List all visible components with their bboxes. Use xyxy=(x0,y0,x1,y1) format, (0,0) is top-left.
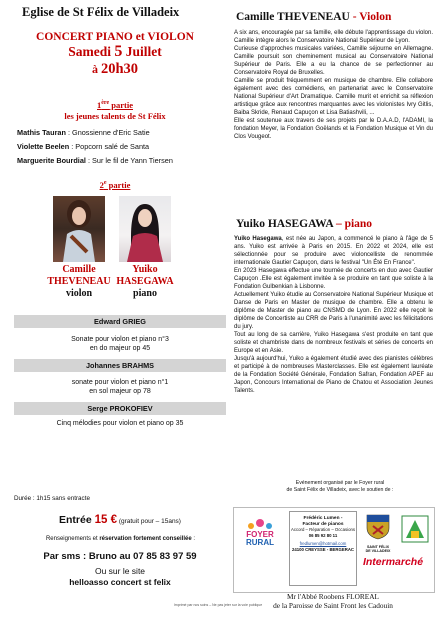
resa-text-2: réservation fortement conseillée xyxy=(99,536,192,542)
entry-note: (gratuit pour – 15ans) xyxy=(117,518,181,525)
bio-paragraph: Tout au long de sa carrière, Yuiko Hasegawa s'est produite en tant que soliste et chambriste dans de nombreux festivals et séries de concerts en Europe et en Asie. xyxy=(234,332,433,354)
camille-role: - Violon xyxy=(349,11,392,23)
abbe-line: de la Paroisse de Saint Front les Cadouin xyxy=(273,601,393,610)
part1-title xyxy=(10,98,220,111)
lumen-email[interactable]: fredlumen@hotmail.com xyxy=(299,541,347,547)
artist-yuiko xyxy=(106,264,184,300)
work-line: sonate pour violon et piano n°1 xyxy=(71,379,169,386)
part1-num: 1 xyxy=(97,99,102,110)
composer-grieg: Edward GRIEG xyxy=(14,315,226,328)
intermarche-logo xyxy=(357,553,429,569)
performer-2 xyxy=(17,142,149,152)
composer-prokofiev: Serge PROKOFIEV xyxy=(14,402,226,415)
part1-heading xyxy=(10,98,220,122)
part1-sup: ère xyxy=(101,100,110,106)
reservation-note xyxy=(8,536,233,542)
performer-piece: : Popcorn salé de Santa xyxy=(69,142,150,151)
bio-paragraph: En 2023 Hasegawa effectue une tournée de concerts en duo avec Gautier Capuçon .Elle est également invitée à se produire en tant que soliste à la Fondation Gulbenkian à Lisbonne. xyxy=(234,268,433,290)
foyer-word-1: FOYER xyxy=(246,530,274,539)
entry-price xyxy=(10,514,230,526)
camille-photo xyxy=(53,196,105,262)
part1-subtitle: les jeunes talents de St Félix xyxy=(64,110,166,121)
camille-name: Camille THEVENEAU xyxy=(236,11,350,23)
date-suffix: Juillet xyxy=(122,44,162,59)
date-day: 5 xyxy=(114,43,123,60)
time-prefix: à xyxy=(91,62,101,76)
resa-text-3: : xyxy=(191,536,196,542)
performer-name: Marguerite Bourdial xyxy=(17,156,86,165)
stfelix-line-2: DE VILLADEIX xyxy=(365,549,391,553)
bio-paragraph: Curieuse d'approches musicales variées, Camille séjourne en Allemagne. Camille poursuit son cheminement musical au Conservatoire National Supérieur de Paris. Elle a eu la chance de se perfectionner au Conservatoire Royal de Bruxelles. xyxy=(234,46,433,76)
stfelix-line-1: SAINT FÉLIX xyxy=(367,545,389,549)
performer-3 xyxy=(17,156,173,166)
camille-heading xyxy=(236,11,432,23)
bio-paragraph: Jusqu'à aujourd'hui, Yuiko a également étudié avec des pianistes célèbres et participé à de nombreuses Masterclasses. Elle est également lauréate de la Fondation Société Générale, Fondation Safran, Fondation APEF au Japon, Concours International de Piano de Chatou et Association Jeunes Talents. xyxy=(234,356,433,394)
part2-num: 2 xyxy=(99,180,104,190)
artist-instrument: piano xyxy=(133,288,157,299)
entry-label: Entrée xyxy=(59,514,95,526)
yuiko-name: Yuiko HASEGAWA xyxy=(236,218,334,230)
work-line: en sol majeur op 78 xyxy=(89,388,151,395)
yuiko-heading xyxy=(236,218,432,230)
intermarche-word: Intermarché xyxy=(362,556,424,568)
lumen-address: 24100 CREYSSE - BERGERAC xyxy=(291,546,355,552)
performer-name: Mathis Tauran xyxy=(17,128,66,137)
bio-paragraph xyxy=(234,235,433,267)
bio-lead-text: , est née au Japon, a commencé le piano à l'âge de 5 ans. Yuiko est arrivée à Paris en 2015. En 2022 et 2024, elle est sélectionnée pour se produire avec violoncelliste de renommée internationale Gautier Capuçon, dans le festival "Un Été En France". xyxy=(234,236,433,266)
entry-amount: 15 € xyxy=(94,514,118,526)
work-line: Sonate pour violon et piano n°3 xyxy=(71,336,169,343)
organiser-line: Evénement organisé par le Foyer rural xyxy=(295,480,385,486)
work-prokofiev xyxy=(14,419,226,428)
sponsors-box xyxy=(233,507,435,593)
date-prefix: Samedi xyxy=(68,44,115,59)
artist-first-name: Yuiko xyxy=(132,264,158,275)
performer-piece: : Gnossienne d'Eric Satie xyxy=(65,128,150,137)
bio-paragraph: A six ans, encouragée par sa famille, elle débute l'apprentissage du violon. Camille intègre alors le Conservatoire National Supérieur de Lyon. xyxy=(234,30,433,44)
time-value: 20h30 xyxy=(100,61,139,77)
foyer-word-2: RURAL xyxy=(246,538,274,546)
duration: Durée : 1h15 sans entracte xyxy=(14,495,90,502)
work-line: Cinq mélodies pour violon et piano op 35 xyxy=(56,420,184,427)
lumen-card xyxy=(289,511,357,586)
part2-heading xyxy=(10,180,220,190)
work-line: en do majeur op 45 xyxy=(89,345,151,352)
part1-label: partie xyxy=(109,99,133,110)
performer-piece: : Sur le fil de Yann Tiersen xyxy=(85,156,173,165)
saint-felix-logo xyxy=(360,514,396,553)
artist-last-name: THEVENEAU xyxy=(47,276,111,287)
work-brahms xyxy=(14,378,226,396)
organiser-note xyxy=(260,480,420,494)
bio-lead: Yuiko Hasegawa xyxy=(234,236,282,242)
lumen-phone: 06 85 92 80 11 xyxy=(308,532,338,538)
bio-paragraph: Elle est soutenue aux travers de ses projets par le D.A.A.D, l'ADAMI, la fondation Meyer, la Fondation Goëlands et la Fondation Musique et Vin du Clos Vougeot. xyxy=(234,118,433,140)
artist-first-name: Camille xyxy=(62,264,96,275)
print-footnote: Imprimé par nos soins – Ne pas jeter sur la voie publique xyxy=(173,603,263,607)
church-title: Eglise de St Félix de Villadeix xyxy=(22,5,180,19)
artist-last-name: HASEGAWA xyxy=(116,276,174,287)
apef-logo xyxy=(400,514,430,544)
concert-title: CONCERT PIANO et VIOLON xyxy=(36,31,194,43)
shield-icon xyxy=(366,514,390,540)
performer-1 xyxy=(17,128,150,138)
foyer-rural-logo xyxy=(236,516,284,546)
abbe-credit xyxy=(233,592,433,610)
part2-label: partie xyxy=(106,180,131,190)
abbe-line: Mr l'Abbé Roobens FLOREAL xyxy=(287,592,379,601)
concert-date xyxy=(10,44,220,60)
composer-brahms: Johannes BRAHMS xyxy=(14,359,226,372)
work-grieg xyxy=(14,335,226,353)
bio-paragraph: Camille se produit fréquemment en musique de chambre. Elle collabore également avec des comédiens, en partenariat avec le Conservatoire National Supérieur d'Art Dramatique. Camille murit et enrichit sa réflexion artistique grâce aux rencontres marquantes avec les violonistes Ivry Gitlis, Baiba Skride, Renaud Capuçon et Lisa Batiashvili, ... xyxy=(234,78,433,116)
yuiko-photo xyxy=(119,196,171,262)
lumen-title: Facteur de pianos xyxy=(302,521,344,527)
site-link[interactable]: helloasso concert st felix xyxy=(69,577,171,587)
site-intro: Ou sur le site xyxy=(94,566,146,576)
part2-sup: e xyxy=(103,180,107,187)
resa-text-1: Renseignements et xyxy=(45,536,100,542)
bio-paragraph: Actuellement Yuiko étudie au Conservatoire National Supérieur Musique et Danse de Paris en Master de musique de chambre. Elle a obtenu le diplôme de Master de piano au CNSMD de Lyon. En 2022 elle reçoit le diplôme de Concertiste au CRR de Paris à l'unanimité avec les félicitations du jury. xyxy=(234,292,433,330)
sms-contact: Par sms : Bruno au 07 85 83 97 59 xyxy=(43,551,197,562)
yuiko-role: – piano xyxy=(333,218,373,230)
organiser-line: de Saint Félix de Villadeix, avec le soutien de : xyxy=(286,486,394,493)
performer-name: Violette Beelen xyxy=(17,142,70,151)
concert-time xyxy=(10,60,220,78)
yuiko-bio xyxy=(234,235,433,395)
lumen-name: Frédéric Lumen - xyxy=(303,516,343,521)
camille-bio xyxy=(234,29,433,141)
lumen-services: Accord – Réparation – Occasions xyxy=(290,527,355,533)
artist-instrument: violon xyxy=(65,288,93,299)
